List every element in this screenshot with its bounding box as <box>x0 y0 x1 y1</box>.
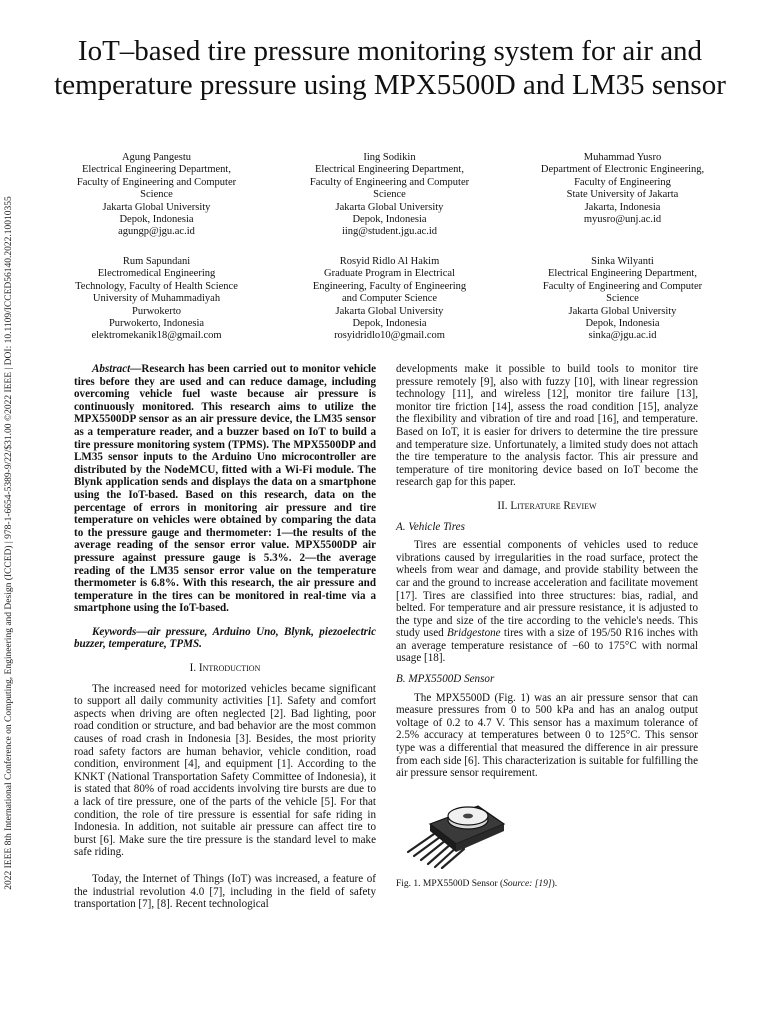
author-affiliation-line: Jakarta Global University <box>102 201 211 213</box>
caption-source: Source: [19] <box>503 878 552 889</box>
author-affiliation-line: Purwokerto, Indonesia <box>108 318 205 330</box>
figure-1 <box>396 786 698 878</box>
authors-row-2 <box>40 256 740 343</box>
author-affiliation-line: Depok, Indonesia <box>585 318 660 330</box>
author-affiliation-line: Graduate Program in Electrical <box>324 268 455 280</box>
author-affiliation-line: Faculty of Engineering and Computer <box>542 280 703 292</box>
section-heading-literature-review: II. Literature Review <box>497 499 597 512</box>
caption-end: ). <box>551 878 558 889</box>
author-affiliation-line: Faculty of Engineering <box>574 176 671 188</box>
author-affiliation-line: Faculty of Engineering and Computer <box>309 176 470 188</box>
author-affiliation-line: sinka@jgu.ac.id <box>588 330 657 342</box>
tires-paragraph <box>396 539 698 665</box>
doi-sidebar-text: 2022 IEEE 8th International Conference on Computing, Engineering and Design (ICCED) | 978-1-6654-5389-9/22/$31.00 ©2022 IEEE | DOI: 10.1109/ICCED56140.2022.10010355 <box>4 195 14 890</box>
author-affiliation-line: Electromedical Engineering <box>97 268 216 280</box>
author-affiliation-line: iing@student.jgu.ac.id <box>341 226 438 238</box>
author-name: Rosyid Ridlo Al Hakim <box>339 256 440 267</box>
author-affiliation-line: rosyidridlo10@gmail.com <box>334 330 445 342</box>
author-block <box>273 256 506 343</box>
author-name: Rum Sapundani <box>122 256 191 267</box>
author-name: Agung Pangestu <box>121 152 192 163</box>
tires-text-1: Tires are essential components of vehicles used to reduce vibrations caused by irregularities in the road surface, protect the wheels from wear and damage, and provide stability between the car and the ground to increase acceleration and facilitate movement [17]. Tires are classified into three structures: bias, radial, and belted. For temperature and air pressure resistance, it is adjusted to the type and size of the tire according to the vehicle's needs. This study used <box>396 539 698 640</box>
subsection-heading-vehicle-tires: A. Vehicle Tires <box>396 520 465 533</box>
author-affiliation-line: University of Muhammadiyah <box>92 293 221 305</box>
author-affiliation-line: Science <box>606 293 639 305</box>
caption-main: Fig. 1. MPX5500D Sensor ( <box>396 878 504 889</box>
author-affiliation-line: Jakarta Global University <box>568 305 677 317</box>
paper-title: IoT–based tire pressure monitoring system for air and temperature pressure using MPX5500D and LM35 sensor <box>54 35 726 101</box>
doi-sidebar <box>2 155 16 930</box>
sensor-paragraph: The MPX5500D (Fig. 1) was an air pressure sensor that can measure pressures from 0 to 500 kPa and has an analog output voltage of 0.2 to 4.7 V. This sensor has a maximum tolerance of 2.5% accuracy at temperatures between 0 to 125°C. This sensor type was a differential that measured the difference in air pressure from each side [6]. This characterization is suitable for fulfilling the air pressure sensor requirement. <box>396 691 698 780</box>
author-affiliation-line: Jakarta, Indonesia <box>584 201 661 213</box>
abstract-label: Abstract— <box>92 363 142 375</box>
author-affiliation-line: myusro@unj.ac.id <box>583 214 662 226</box>
author-block <box>40 152 273 239</box>
author-affiliation-line: agungp@jgu.ac.id <box>118 226 195 238</box>
author-affiliation-line: Depok, Indonesia <box>352 318 427 330</box>
author-affiliation-line: Science <box>373 189 406 201</box>
author-affiliation-line: Electrical Engineering Department, <box>315 164 464 176</box>
mpx5500d-sensor-icon <box>400 794 510 869</box>
author-block <box>506 256 739 343</box>
author-name: Muhammad Yusro <box>583 152 662 163</box>
author-affiliation-line: Technology, Faculty of Health Science <box>75 280 238 292</box>
author-block <box>506 152 739 239</box>
author-block <box>273 152 506 239</box>
author-affiliation-line: Engineering, Faculty of Engineering <box>312 280 467 292</box>
author-affiliation-line: Jakarta Global University <box>335 305 444 317</box>
tires-brand: Bridgestone <box>447 627 501 640</box>
intro-paragraph-3: developments make it possible to build tools to monitor tire pressure remotely [9], also with fuzzy [10], with linear regression technology [11], and wireless [12], monitor tire failure [13], monitor tire friction [14], assess the road condition [15], analyze the flexibility and vibration of tire and road [16], and temperature. Based on IoT, it is easier for drivers to determine the tire pressure and temperature size. Unfortunately, a limited study does not attach the tire temperature to the analysis factor. This air pressure and temperature of tire monitoring device based on IoT become the research gap for this paper. <box>396 363 698 489</box>
left-column <box>74 363 376 911</box>
author-affiliation-line: Faculty of Engineering and Computer <box>76 176 237 188</box>
author-name: Iing Sodikin <box>363 152 416 163</box>
author-affiliation-line: Electrical Engineering Department, <box>82 164 231 176</box>
subsection-heading-mpx5500d-sensor: B. MPX5500D Sensor <box>396 673 495 686</box>
tires-text-2: tires with a size of 195/50 R16 inches with an average temperature resistance of −60 to 175°C with normal usage [18]. <box>396 627 699 665</box>
intro-paragraph-1: The increased need for motorized vehicles became significant to support all daily community activities [1]. Safety and comfort aspects when driving are often neglected [2]. Bad lighting, poor road condition or structure, and bad behavior are the most common causes of road crash in Indonesia [3]. Besides, the most priority road safety factors are human behavior, vehicle condition, road condition, environment [4], and equipment [1]. According to the KNKT (National Transportation Safety Committee of Indonesia), it is stated that 80% of road accidents involving tire bursts are due to a lack of tire pressure, one of the parts of the vehicle [5]. For that condition, the role of tire pressure is essential for safe riding in Indonesia. In addition, not suitable air pressure can affect tire to burst [6]. Make sure the tire pressure is the standard level to make safe riding. <box>74 682 376 859</box>
author-affiliation-line: Science <box>140 189 173 201</box>
author-name: Sinka Wilyanti <box>591 256 654 267</box>
author-affiliation-line: Purwokerto <box>132 305 181 317</box>
keywords: Keywords—air pressure, Arduino Uno, Blynk, piezoelectric buzzer, temperature, TPMS. <box>74 625 376 651</box>
author-affiliation-line: Depok, Indonesia <box>352 214 427 226</box>
author-affiliation-line: Department of Electronic Engineering, <box>540 164 705 176</box>
intro-paragraph-2: Today, the Internet of Things (IoT) was increased, a feature of the industrial revolution 4.0 [7], including in the field of safety transportation [7], [8]. Recent technological <box>74 872 376 911</box>
author-affiliation-line: State University of Jakarta <box>566 189 679 201</box>
section-heading-introduction: I. Introduction <box>189 662 261 675</box>
right-column <box>396 363 698 890</box>
abstract <box>74 363 376 615</box>
authors-row-1 <box>40 152 740 239</box>
author-affiliation-line: and Computer Science <box>341 293 438 305</box>
author-affiliation-line: Depok, Indonesia <box>119 214 194 226</box>
abstract-text: Research has been carried out to monitor vehicle tires before they are used and can reduce damage, including overcoming vehicle fuel waste because air pressure is continuously monitored. This research aims to utilize the MPX5500DP sensor as an air pressure device, the LM35 sensor as a temperature reader, and a buzzer based on IoT to build a tire pressure monitoring system (TPMS). The MPX5500DP and LM35 sensor inputs to the Arduino Uno microcontroller are distributed by the NodeMCU, fitted with a Wi-Fi module. The Blynk application sends and displays the data on a smartphone using the IoT-based. Based on this research, data on the percentage of errors in monitoring air pressure and tire temperature on vehicles were obtained by comparing the data to the pressure gauge and thermometer: 1—the results of the average reading of the sensor error value. MPX5500DP air pressure against pressure gauge is 5.3%. 2—the average reading of the LM35 sensor error value on the temperature thermometer is 6.8%. With this research, the air pressure and temperature in the tires can be monitored in real-time via a smartphone using the IoT-based. <box>74 363 376 615</box>
author-affiliation-line: Electrical Engineering Department, <box>548 268 697 280</box>
author-affiliation-line: elektromekanik18@gmail.com <box>91 330 222 342</box>
author-block <box>40 256 273 343</box>
figure-1-caption <box>396 878 698 890</box>
author-affiliation-line: Jakarta Global University <box>335 201 444 213</box>
